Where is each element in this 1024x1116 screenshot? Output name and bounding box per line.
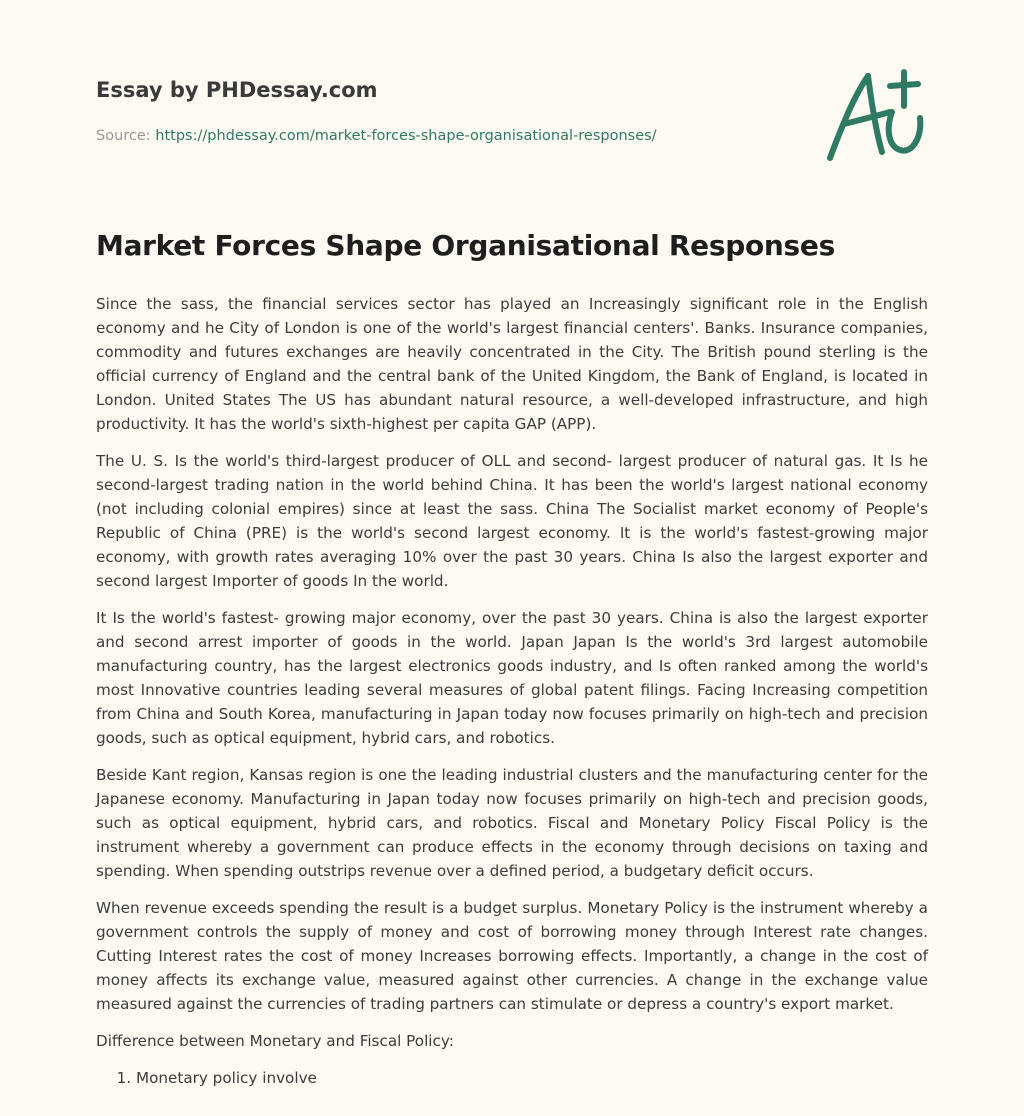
essay-title: Market Forces Shape Organisational Responses (96, 229, 835, 262)
a-plus-logo-icon (820, 66, 930, 166)
essay-article (96, 226, 928, 1090)
source-link[interactable]: https://phdessay.com/market-forces-shape-organisational-responses/ (155, 128, 657, 144)
essay-paragraph: Difference between Monetary and Fiscal Policy: (96, 1032, 454, 1050)
policy-difference-list (96, 1066, 928, 1090)
essay-paragraph: Since the sass, the financial services sector has played an Increasingly significant role in the English economy and he City of London is one of the world's largest financial centers'. Banks. Insurance companies, commodity and futures exchanges are heavily concentrated in the City. The British pound sterling is the official currency of England and the central bank of the United Kingdom, the Bank of England, is located in London. United States The US has abundant natural resource, a well-developed infrastructure, and high productivity. It has the world's sixth-highest per capita GAP (APP). (96, 295, 928, 433)
source-label: Source: (96, 128, 156, 144)
list-item: 1. Monetary policy involve (136, 1066, 928, 1090)
site-header (96, 76, 736, 146)
source-line (96, 126, 736, 146)
essay-paragraph: When revenue exceeds spending the result is a budget surplus. Monetary Policy is the instrument whereby a government controls the supply of money and cost of borrowing money through Interest rate changes. Cutting Interest rates the cost of money Increases borrowing effects. Importantly, a change in the cost of money affects its exchange value, measured against other currencies. A change in the exchange value measured against the currencies of trading partners can stimulate or depress a country's export market. (96, 899, 928, 1013)
brand-title: Essay by PHDessay.com (96, 78, 378, 102)
essay-paragraph: Beside Kant region, Kansas region is one the leading industrial clusters and the manufacturing center for the Japanese economy. Manufacturing in Japan today now focuses primarily on high-tech and precision goods, such as optical equipment, hybrid cars, and robotics. Fiscal and Monetary Policy Fiscal Policy is the instrument whereby a government can produce effects in the economy through decisions on taxing and spending. When spending outstrips revenue over a defined period, a budgetary deficit occurs. (96, 766, 928, 880)
essay-paragraph: The U. S. Is the world's third-largest producer of OLL and second- largest producer of natural gas. It Is he second-largest trading nation in the world behind China. It has been the world's largest national economy (not including colonial empires) since at least the sass. China The Socialist market economy of People's Republic of China (PRE) is the world's second largest economy. It is the world's fastest-growing major economy, with growth rates averaging 10% over the past 30 years. China Is also the largest exporter and second largest Importer of goods In the world. (96, 452, 928, 590)
essay-paragraph: It Is the world's fastest- growing major economy, over the past 30 years. China is also the largest exporter and second arrest importer of goods in the world. Japan Japan Is the world's 3rd largest automobile manufacturing country, has the largest electronics goods industry, and Is often ranked among the world's most Innovative countries leading several measures of global patent filings. Facing Increasing competition from China and South Korea, manufacturing in Japan today now focuses primarily on high-tech and precision goods, such as optical equipment, hybrid cars, and robotics. (96, 609, 928, 747)
